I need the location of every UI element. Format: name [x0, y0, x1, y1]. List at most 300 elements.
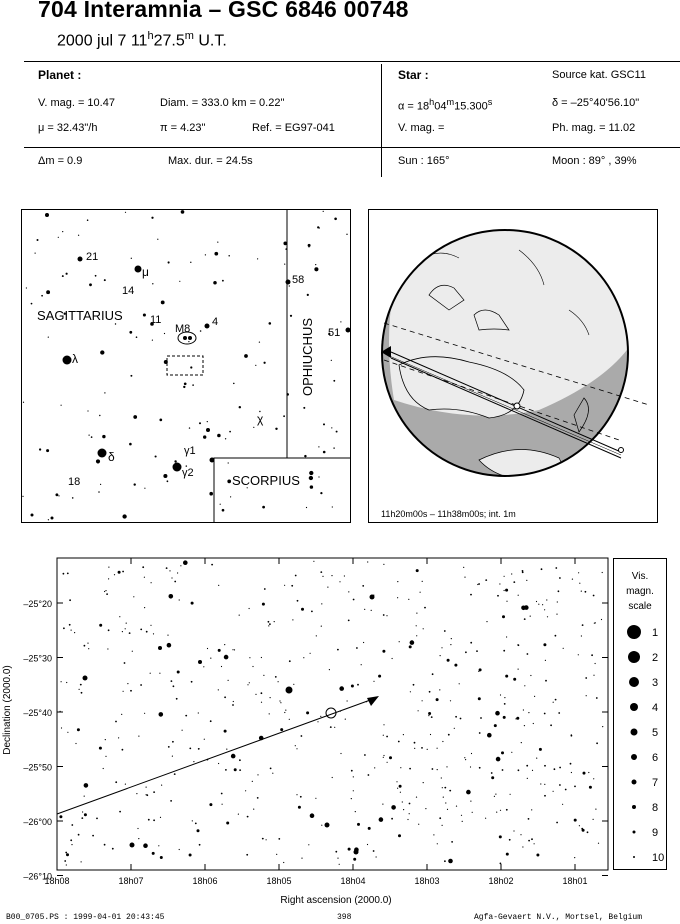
detail-star [306, 711, 309, 714]
finder-star [304, 455, 306, 457]
detail-star [172, 756, 173, 757]
detail-star [353, 790, 354, 791]
detail-star [558, 590, 560, 592]
detail-star [386, 615, 387, 616]
detail-star [383, 614, 385, 616]
detail-star [234, 768, 237, 771]
detail-star [239, 615, 240, 616]
finder-star [96, 459, 100, 463]
detail-star [121, 714, 122, 715]
detail-star [373, 850, 375, 852]
detail-star [311, 611, 313, 613]
finder-star [320, 492, 322, 494]
finder-star [104, 279, 106, 281]
legend-mag-label: 3 [652, 677, 659, 689]
star-label-18: 18 [68, 476, 81, 488]
detail-star [397, 581, 398, 582]
detail-star [479, 668, 482, 671]
detail-star [133, 596, 134, 597]
detail-star [315, 798, 316, 799]
detail-star [84, 796, 85, 797]
detail-star [348, 591, 349, 592]
finder-star [217, 434, 221, 438]
planet-diameter: Diam. = 333.0 km = 0.22" [160, 97, 285, 109]
detail-star [296, 748, 297, 749]
detail-star [289, 660, 291, 662]
detail-star [71, 844, 72, 845]
finder-star [48, 336, 49, 337]
legend-mag-label: 10 [652, 852, 665, 864]
event-datetime: 2000 jul 7 11$^h$27.5$^m$ U.T. [57, 30, 227, 50]
detail-star [118, 571, 121, 574]
detail-star [320, 571, 322, 573]
detail-star [553, 791, 554, 792]
finder-star [306, 507, 307, 508]
detail-star [449, 790, 451, 792]
detail-star [185, 715, 187, 717]
detail-star [364, 754, 366, 756]
detail-star [383, 755, 384, 756]
detail-star [180, 565, 181, 566]
detail-star [153, 633, 154, 634]
detail-star [513, 581, 515, 583]
detail-star [403, 809, 404, 810]
detail-star [224, 644, 225, 645]
detail-star [337, 858, 338, 859]
legend-mag-label: 7 [652, 777, 659, 789]
detail-star [418, 824, 419, 825]
moon-info: Moon : 89° , 39% [552, 155, 637, 167]
detail-star [249, 682, 250, 683]
detail-star [479, 732, 481, 734]
star-heading: Star : [398, 68, 429, 82]
detail-star [430, 734, 431, 735]
detail-star [270, 697, 271, 698]
detail-star [422, 581, 423, 582]
detail-star [504, 576, 505, 577]
detail-star [129, 632, 131, 634]
detail-star [126, 623, 127, 624]
dec-tick-label: –26°00 [23, 817, 52, 827]
detail-star [596, 742, 598, 744]
legend-dot [633, 831, 636, 834]
detail-star [502, 769, 504, 771]
detail-star [160, 856, 163, 859]
footer-file-info: B00_0705.PS : 1999-04-01 20:43:45 [6, 913, 165, 922]
detail-star [544, 784, 545, 785]
finder-star [200, 330, 202, 332]
finder-star [217, 242, 218, 243]
detail-star [416, 635, 417, 636]
detail-star [465, 651, 467, 653]
detail-star [143, 843, 148, 848]
detail-star [391, 805, 396, 810]
finder-star [188, 336, 192, 340]
star-label-chi: χ [257, 412, 264, 426]
detail-star [84, 783, 89, 788]
legend-mag-label: 5 [652, 727, 659, 739]
detail-star [105, 739, 106, 740]
detail-star [533, 723, 534, 724]
detail-star [545, 680, 547, 682]
finder-star [35, 253, 36, 254]
detail-star [144, 607, 145, 608]
detail-star [158, 845, 159, 846]
detail-star [166, 567, 168, 569]
detail-star [348, 848, 351, 851]
table-mid-rule [24, 147, 680, 148]
detail-star [556, 614, 557, 615]
detail-star [505, 589, 508, 592]
detail-star [356, 647, 358, 649]
detail-star [528, 712, 529, 713]
detail-star [447, 659, 450, 662]
detail-star [353, 858, 356, 861]
detail-star [63, 573, 65, 575]
finder-star [31, 514, 34, 517]
detail-star [130, 843, 135, 848]
detail-star [383, 564, 384, 565]
detail-star [470, 594, 472, 596]
detail-star [301, 858, 302, 859]
finder-star [184, 382, 187, 385]
legend-dot [633, 856, 635, 858]
detail-star [176, 698, 178, 700]
finder-star [46, 449, 49, 452]
finder-star [102, 435, 105, 438]
detail-star [329, 669, 330, 670]
detail-star [108, 578, 109, 579]
detail-star [297, 600, 299, 602]
detail-star [392, 658, 393, 659]
detail-star [526, 580, 527, 581]
detail-star [477, 584, 478, 585]
detail-star [444, 630, 446, 632]
detail-star [83, 676, 88, 681]
detail-star [547, 616, 548, 617]
finder-star [227, 480, 231, 484]
detail-star [506, 809, 508, 811]
detail-star [424, 607, 426, 609]
finder-star [331, 427, 332, 428]
detail-star [330, 726, 332, 728]
finder-star [58, 495, 59, 496]
detail-star [108, 567, 109, 568]
detail-star [221, 793, 223, 795]
finder-star [190, 262, 191, 263]
table-divider [381, 64, 382, 177]
finder-star [100, 350, 104, 354]
detail-star [402, 801, 403, 802]
detail-star [150, 625, 151, 626]
detail-star [231, 754, 236, 759]
detail-star [221, 666, 222, 667]
detail-star [536, 601, 537, 602]
detail-star [96, 818, 98, 820]
detail-star [528, 840, 530, 842]
finder-star [78, 235, 79, 236]
finder-star [161, 300, 165, 304]
detail-star [544, 795, 546, 797]
detail-star [408, 599, 409, 600]
detail-star [77, 728, 80, 731]
detail-star [397, 597, 398, 598]
detail-star [104, 591, 105, 592]
detail-star [456, 806, 457, 807]
detail-star [316, 635, 317, 636]
detail-star [441, 777, 442, 778]
detail-star [268, 625, 269, 626]
detail-star [437, 769, 438, 770]
detail-star [203, 666, 204, 667]
detail-star [310, 813, 315, 818]
detail-star [536, 758, 537, 759]
footer-credit: Agfa-Gevaert N.V., Mortsel, Belgium [474, 913, 643, 922]
legend-dot [630, 703, 638, 711]
detail-star [431, 716, 433, 718]
detail-star [124, 662, 126, 664]
detail-star [425, 808, 426, 809]
planet-heading: Planet : [38, 68, 82, 82]
detail-star [463, 567, 464, 568]
detail-star [587, 831, 589, 833]
star-label-11: 11 [150, 314, 162, 326]
detail-star [445, 802, 446, 803]
detail-star [410, 691, 411, 692]
dec-tick-label: –25°50 [23, 762, 52, 773]
finder-star [168, 261, 170, 263]
detail-star [562, 804, 563, 805]
detail-star [386, 736, 388, 738]
detail-star [557, 601, 558, 602]
detail-star [371, 610, 372, 611]
detail-star [441, 647, 442, 648]
finder-star [262, 506, 265, 509]
detail-star [74, 632, 75, 633]
detail-star [518, 595, 519, 596]
detail-star [340, 753, 341, 754]
detail-star [446, 766, 447, 767]
detail-star [171, 577, 172, 578]
detail-star [414, 742, 416, 744]
detail-star [171, 680, 173, 682]
detail-star [536, 854, 539, 857]
detail-star [378, 675, 381, 678]
finder-star [23, 402, 24, 403]
detail-star [211, 564, 213, 566]
finder-star [78, 257, 83, 262]
detail-star [224, 696, 226, 698]
detail-star [197, 829, 200, 832]
detail-star [275, 676, 277, 678]
finder-star [222, 280, 224, 282]
detail-star [289, 719, 290, 720]
finder-star [314, 267, 318, 271]
detail-star [339, 864, 340, 865]
detail-star [327, 587, 328, 588]
detail-star [357, 684, 359, 686]
detail-star [334, 727, 335, 728]
detail-star [144, 713, 145, 714]
detail-star [146, 787, 147, 788]
detail-star [115, 721, 117, 723]
detail-star [99, 747, 102, 750]
finder-star [26, 287, 27, 288]
detail-star [585, 591, 587, 593]
detail-star [106, 593, 108, 595]
detail-star [198, 748, 199, 749]
finder-star [263, 362, 265, 364]
ra-tick-label: 18h04 [340, 876, 366, 886]
finder-star [130, 375, 132, 377]
detail-star [399, 641, 400, 642]
detail-star [226, 822, 229, 825]
detail-star [516, 717, 519, 720]
detail-star [410, 640, 415, 645]
planet-reference: Ref. = EG97-041 [252, 122, 335, 134]
ra-tick-label: 18h06 [192, 876, 218, 886]
detail-star [524, 725, 525, 726]
detail-star [495, 711, 500, 716]
detail-star [504, 697, 505, 698]
detail-star [534, 696, 535, 697]
finder-star [192, 384, 194, 386]
detail-star [496, 812, 497, 813]
detail-star [464, 577, 465, 578]
finder-star [152, 283, 153, 284]
detail-star [423, 628, 424, 629]
detail-star [195, 823, 197, 825]
detail-star [571, 735, 573, 737]
detail-star [345, 719, 346, 720]
finder-star [100, 484, 101, 485]
finder-star [143, 313, 146, 316]
finder-star [257, 258, 258, 259]
finder-star [151, 217, 153, 219]
detail-star [354, 850, 359, 855]
finder-star [310, 485, 313, 488]
detail-star [335, 851, 337, 853]
detail-star [337, 649, 339, 651]
detail-star [63, 627, 65, 629]
detail-star [138, 838, 139, 839]
finder-star [209, 492, 213, 496]
detail-star [183, 560, 188, 565]
detail-star [373, 681, 374, 682]
detail-star [596, 697, 598, 699]
constellation-scorpius: SCORPIUS [232, 473, 300, 488]
finder-star [48, 519, 49, 520]
detail-star [527, 653, 529, 655]
detail-star [363, 642, 364, 643]
detail-star [232, 649, 233, 650]
legend-mag-label: 4 [652, 702, 659, 714]
detail-star [497, 595, 499, 597]
detail-star [153, 819, 155, 821]
detail-star [292, 619, 293, 620]
detail-star [210, 658, 211, 659]
finder-star [133, 415, 137, 419]
detail-star [520, 834, 521, 835]
finder-star [230, 496, 231, 497]
finder-star [318, 476, 319, 477]
detail-star [500, 810, 501, 811]
finder-star [303, 407, 305, 409]
legend-dot [628, 651, 640, 663]
detail-star [574, 819, 577, 822]
finder-star [239, 406, 241, 408]
detail-star [204, 739, 205, 740]
detail-star [598, 843, 599, 844]
detail-star [293, 684, 294, 685]
detail-star [532, 770, 533, 771]
detail-star [295, 745, 296, 746]
detail-star [555, 635, 557, 637]
detail-star [153, 791, 155, 793]
finder-star [163, 474, 167, 478]
detail-star [169, 594, 174, 599]
detail-star [416, 613, 417, 614]
detail-star [264, 588, 266, 590]
detail-star [353, 599, 355, 601]
detail-star [413, 684, 415, 686]
detail-star [81, 817, 83, 819]
detail-star [527, 778, 528, 779]
finder-star [317, 226, 319, 228]
finder-star [222, 509, 225, 512]
finder-star [309, 471, 313, 475]
finder-star [332, 506, 333, 507]
detail-star [466, 790, 471, 795]
finder-star [334, 217, 337, 220]
legend-title-line: scale [628, 601, 652, 612]
finder-star [331, 360, 332, 361]
detail-star [151, 582, 152, 583]
finder-star [115, 323, 116, 324]
finder-star [129, 331, 132, 334]
finder-star [244, 354, 248, 358]
finder-star [323, 211, 324, 212]
detail-star [436, 698, 439, 701]
detail-star [84, 645, 86, 647]
detail-star [122, 571, 124, 573]
magnitude-legend-svg [614, 559, 666, 869]
detail-star [539, 748, 542, 751]
detail-star [71, 824, 73, 826]
finder-star [333, 447, 334, 448]
detail-star [239, 759, 241, 761]
detail-star [582, 624, 584, 626]
detail-star [421, 747, 423, 749]
detail-star [485, 818, 486, 819]
detail-star [103, 768, 104, 769]
detail-star [559, 767, 561, 769]
detail-star [69, 599, 71, 601]
finder-star [129, 443, 132, 446]
finder-star [122, 514, 126, 518]
dec-tick-label: –26°10 [23, 871, 52, 882]
detail-star [522, 570, 524, 572]
detail-star [262, 603, 265, 606]
detail-star [168, 746, 170, 748]
detail-star [167, 643, 172, 648]
finder-star [152, 340, 153, 341]
detail-star [423, 782, 424, 783]
detail-star [501, 751, 504, 754]
detail-star [454, 728, 455, 729]
finder-star [104, 392, 105, 393]
finder-star [41, 295, 43, 297]
